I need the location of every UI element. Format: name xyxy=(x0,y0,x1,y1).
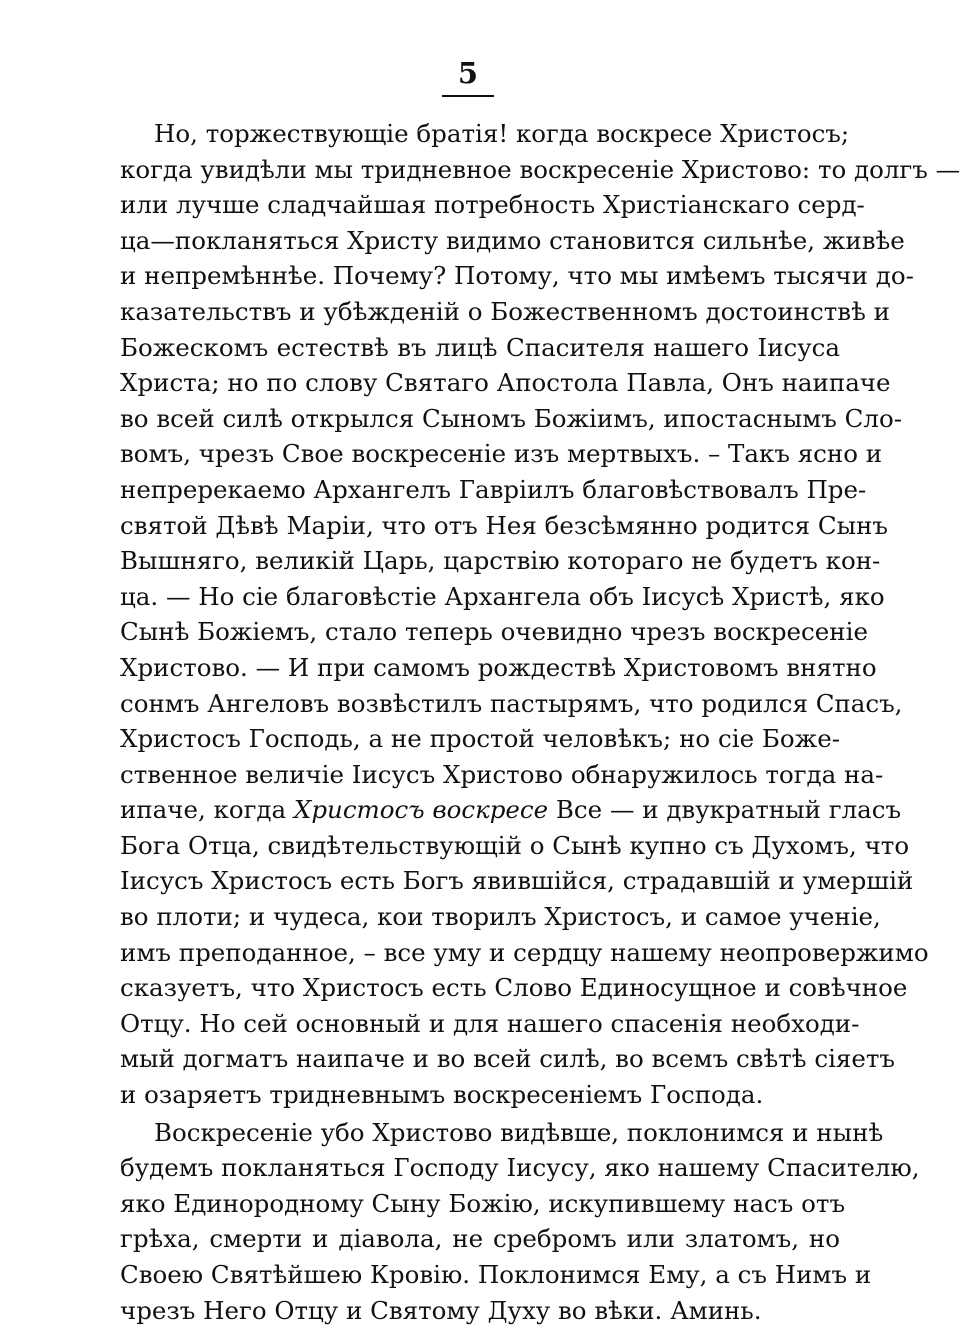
text-line-with-italic xyxy=(120,792,902,828)
text-line: Бога Отца, свидѣтельствующій о Сынѣ купно съ Духомъ, что xyxy=(120,830,910,860)
body-text xyxy=(120,116,960,1328)
paragraph-1 xyxy=(120,116,960,1113)
text-line: когда увидѣли мы тридневное воскресеніе Христово: то долгъ — xyxy=(120,154,960,184)
text-line: казательствъ и убѣжденій о Божественномъ достоинствѣ и xyxy=(120,296,890,326)
text-line: Христово. — И при самомъ рождествѣ Христовомъ внятно xyxy=(120,652,877,682)
text-line: яко Единородному Сыну Божію, искупившему насъ отъ xyxy=(120,1188,846,1218)
text-line: и непремѣннѣе. Почему? Потому, что мы имѣемъ тысячи до- xyxy=(120,261,914,291)
text-line: и озаряетъ тридневнымъ воскресеніемъ Господа. xyxy=(120,1080,764,1110)
text-line: Христа; но по слову Святаго Апостола Павла, Онъ наипаче xyxy=(120,368,891,398)
text-line: Іисусъ Христосъ есть Богъ явившійся, страдавшій и умершій xyxy=(120,866,914,896)
paragraph-2 xyxy=(120,1115,920,1329)
text-line: Христосъ Господь, а не простой человѣкъ; но сіе Боже- xyxy=(120,724,840,754)
text-line: святой Дѣвѣ Маріи, что отъ Нея безсѣмянно родится Сынъ xyxy=(120,510,888,540)
text-line: Вышняго, великій Царь, царствію котораго не будетъ кон- xyxy=(120,546,881,576)
text-line: имъ преподанное, – все уму и сердцу нашему неопровержимо xyxy=(120,937,929,967)
text-line: мый догматъ наипаче и во всей силѣ, во всемъ свѣтѣ сіяетъ xyxy=(120,1044,896,1074)
italic-phrase: Христосъ воскресе xyxy=(293,795,549,825)
text-segment: Все — и двукратный гласъ xyxy=(548,795,902,825)
text-line: грѣха, смерти и діавола, не сребромъ или златомъ, но xyxy=(120,1224,840,1254)
text-segment: ипаче, когда xyxy=(120,795,294,825)
text-line: или лучше сладчайшая потребность Христіанскаго серд- xyxy=(120,190,865,220)
text-line: непререкаемо Архангелъ Гавріилъ благовѣствовалъ Пре- xyxy=(120,474,867,504)
text-line: ца. — Но сіе благовѣстіе Архангела объ Іисусѣ Христѣ, яко xyxy=(120,581,885,611)
page-number-rule xyxy=(442,95,494,97)
text-line: будемъ покланяться Господу Іисусу, яко нашему Спасителю, xyxy=(120,1153,920,1183)
text-line: Отцу. Но сей основный и для нашего спасенія необходи- xyxy=(120,1008,860,1038)
text-line: ца—покланяться Христу видимо становится сильнѣе, живѣе xyxy=(120,225,905,255)
text-line: Сынѣ Божіемъ, стало теперь очевидно чрезъ воскресеніе xyxy=(120,617,868,647)
text-line: сказуетъ, что Христосъ есть Слово Единосущное и совѣчное xyxy=(120,973,908,1003)
text-line: Своею Святѣйшею Кровію. Поклонимся Ему, а съ Нимъ и xyxy=(120,1260,872,1289)
text-line: во всей силѣ открылся Сыномъ Божіимъ, ипостаснымъ Сло- xyxy=(120,403,903,433)
text-line: сонмъ Ангеловъ возвѣстилъ пастырямъ, что родился Спасъ, xyxy=(120,688,903,718)
page-number: 5 xyxy=(457,56,479,90)
text-line: Божескомъ естествѣ въ лицѣ Спасителя нашего Іисуса xyxy=(120,332,840,362)
text-line: ственное величіе Іисусъ Христово обнаружилось тогда на- xyxy=(120,759,884,789)
text-line: Воскресеніе убо Христово видѣвше, поклонимся и нынѣ xyxy=(154,1117,884,1147)
text-line: во плоти; и чудеса, кои творилъ Христосъ, и самое ученіе, xyxy=(120,902,881,932)
text-line: Но, торжествующіе братія! когда воскресе Христосъ; xyxy=(154,119,850,148)
text-line: чрезъ Него Отцу и Святому Духу во вѣки. Аминь. xyxy=(120,1295,762,1325)
text-line: вомъ, чрезъ Свое воскресеніе изъ мертвыхъ. – Такъ ясно и xyxy=(120,439,883,469)
